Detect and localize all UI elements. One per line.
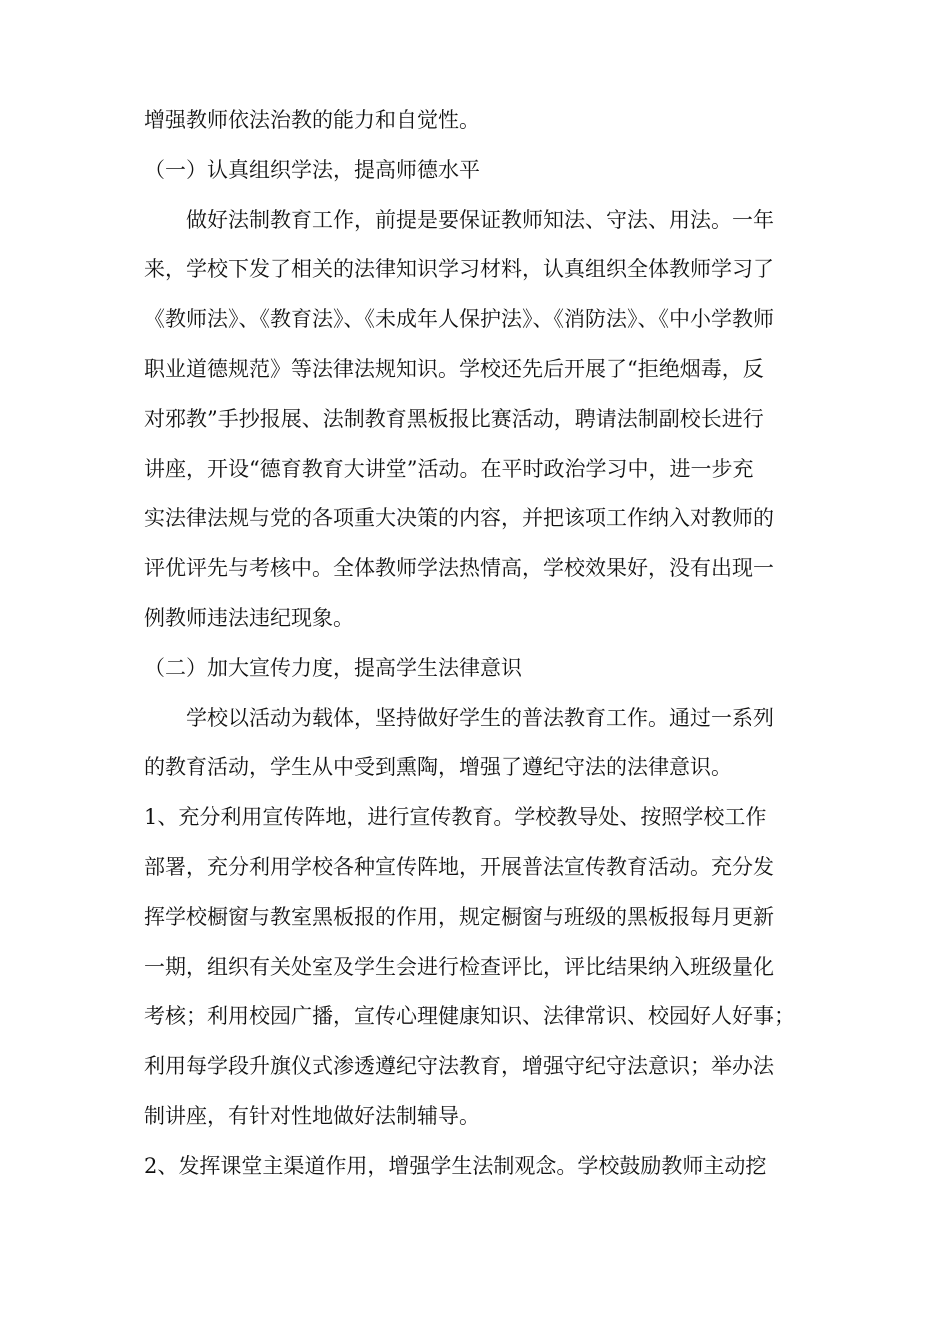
text-line: 来，学校下发了相关的法律知识学习材料，认真组织全体教师学习了 [144, 257, 774, 281]
text-line: 评优评先与考核中。全体教师学法热情高，学校效果好，没有出现一 [144, 556, 774, 580]
text-line: 挥学校橱窗与教室黑板报的作用，规定橱窗与班级的黑板报每月更新 [144, 905, 774, 929]
text-line: 部署，充分利用学校各种宣传阵地，开展普法宣传教育活动。充分发 [144, 855, 774, 879]
text-line: 一期，组织有关处室及学生会进行检查评比，评比结果纳入班级量化 [144, 955, 774, 979]
list-item-1: 1、充分利用宣传阵地，进行宣传教育。学校教导处、按照学校工作 [144, 805, 767, 829]
section-heading-1: （一）认真组织学法，提高师德水平 [144, 158, 480, 182]
text-line: 的教育活动，学生从中受到熏陶，增强了遵纪守法的法律意识。 [144, 755, 732, 779]
text-line: 做好法制教育工作，前提是要保证教师知法、守法、用法。一年 [144, 208, 774, 232]
text-line: 例教师违法违纪现象。 [144, 606, 354, 630]
text-line: 实法律法规与党的各项重大决策的内容，并把该项工作纳入对教师的 [144, 506, 774, 530]
text-line: 利用每学段升旗仪式渗透遵纪守法教育，增强守纪守法意识；举办法 [144, 1054, 774, 1078]
text-line: 学校以活动为载体，坚持做好学生的普法教育工作。通过一系列 [144, 706, 774, 730]
text-line: 增强教师依法治教的能力和自觉性。 [144, 108, 480, 132]
section-heading-2: （二）加大宣传力度，提高学生法律意识 [144, 656, 522, 680]
text-line: 讲座，开设“德育教育大讲堂”活动。在平时政治学习中，进一步充 [144, 457, 754, 481]
text-line: 考核；利用校园广播，宣传心理健康知识、法律常识、校园好人好事； [144, 1004, 795, 1028]
text-line: 制讲座，有针对性地做好法制辅导。 [144, 1104, 480, 1128]
text-line: 对邪教”手抄报展、法制教育黑板报比赛活动，聘请法制副校长进行 [144, 407, 764, 431]
text-line: 《教师法》、《教育法》、《未成年人保护法》、《消防法》、《中小学教师 [144, 307, 774, 331]
list-item-2: 2、发挥课堂主渠道作用，增强学生法制观念。学校鼓励教师主动挖 [144, 1154, 767, 1178]
text-line: 职业道德规范》等法律法规知识。学校还先后开展了“拒绝烟毒，反 [144, 357, 764, 381]
